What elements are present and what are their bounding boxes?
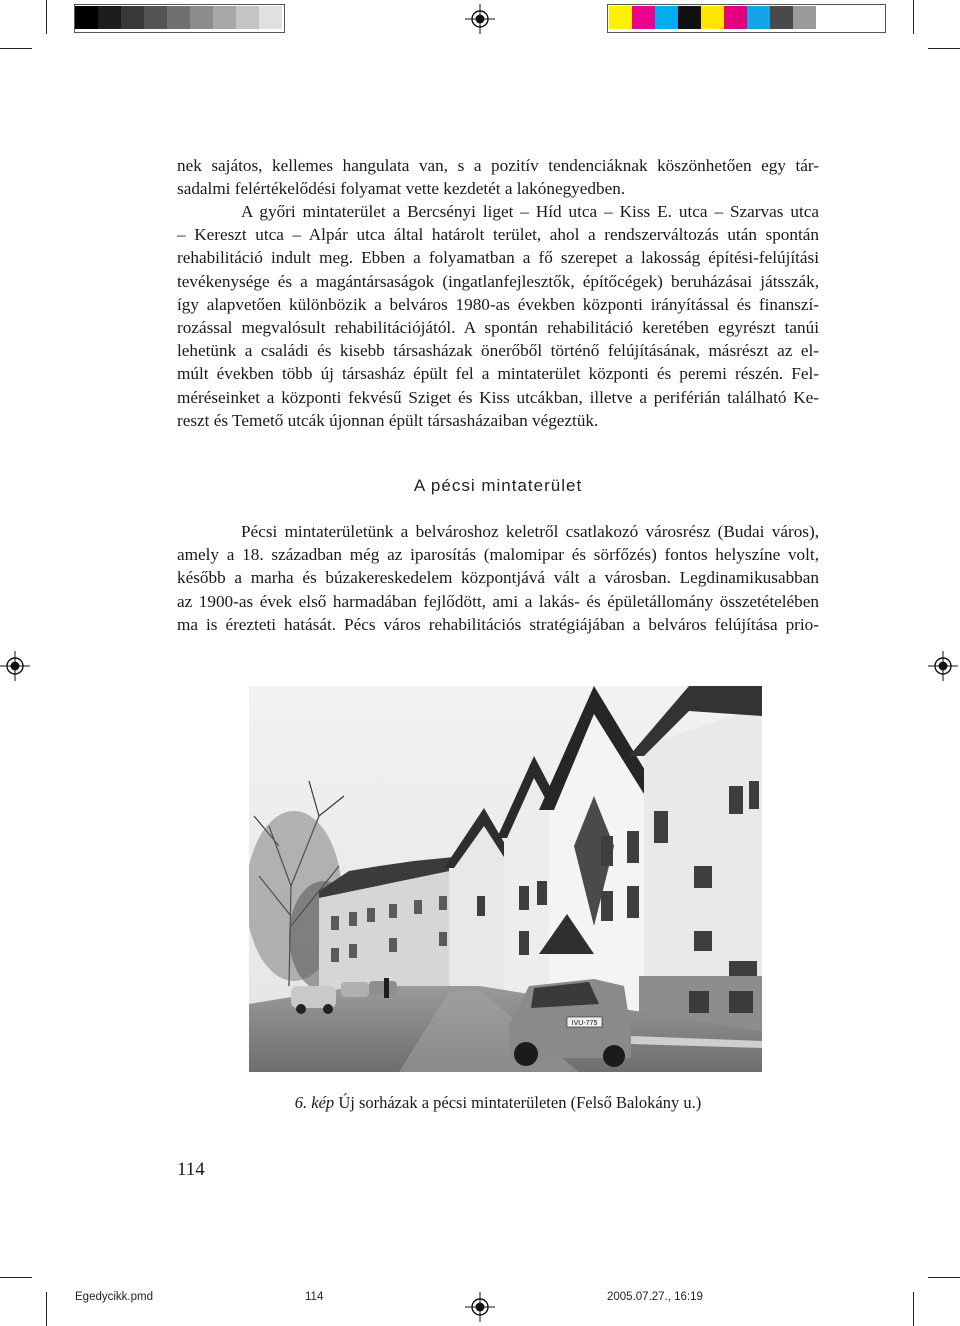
calibration-swatch <box>655 6 678 29</box>
crop-mark <box>46 0 47 34</box>
crop-mark <box>928 1277 960 1278</box>
text-line: sadalmi felértékelődési folyamat vette kezdetét a lakónegyedben. <box>177 179 626 199</box>
text-line: méréseinket a központi fekvésű Sziget és Kiss utcákban, illetve a periférián található Ke- <box>177 387 819 407</box>
calibration-swatch <box>75 6 98 29</box>
figure-caption <box>177 1093 819 1113</box>
street-photo <box>249 686 762 1072</box>
calibration-swatch <box>609 6 632 29</box>
text-line: így alapvetően különbözik a belváros 1980-as években központi irányítással és finanszí- <box>177 294 819 314</box>
text-line: A győri mintaterület a Bercsényi liget – Híd utca – Kiss E. utca – Szarvas utca <box>241 202 819 221</box>
crop-mark <box>913 1292 914 1326</box>
calibration-swatch <box>747 6 770 29</box>
calibration-swatch <box>632 6 655 29</box>
text-line: az 1900-as évek első harmadában fejlődött, ami a lakás- és épületállomány összetételében <box>177 591 819 611</box>
section-heading: A pécsi mintaterület <box>413 476 583 495</box>
slug-filename: Egedycikk.pmd <box>75 1291 153 1303</box>
caption-text: Új sorházak a pécsi mintaterületen (Felső Balokány u.) <box>338 1093 702 1112</box>
registration-mark-icon <box>465 1292 495 1322</box>
registration-mark-icon <box>928 651 958 681</box>
calibration-swatch <box>793 6 816 29</box>
text-line: amely a 18. században még az iparosítás (malomipar és sörfőzés) fontos helyszíne volt, <box>177 545 819 565</box>
text-line: rozással megvalósult rehabilitációjától. A spontán rehabilitáció keretében egyrészt tanúi <box>177 318 819 338</box>
text-line: ma is érezteti hatását. Pécs város rehabilitációs stratégiájában a belváros felújítása prio- <box>177 614 819 634</box>
crop-mark <box>46 1292 47 1326</box>
text-line: rehabilitáció indult meg. Ebben a folyamatban a fő szerepet a lakosság építési-felújítási <box>177 248 819 268</box>
paragraph-3 <box>177 520 819 636</box>
calibration-swatch <box>167 6 190 29</box>
calibration-swatch <box>701 6 724 29</box>
text-line: később a marha és búzakereskedelem központjává vált a városban. Legdinamikusabban <box>177 568 819 588</box>
foreground-car <box>509 979 631 1067</box>
text-line: reszt és Temető utcák újonnan épült társasházaiban végeztük. <box>177 410 599 430</box>
paragraph-2 <box>177 200 819 432</box>
calibration-swatch <box>121 6 144 29</box>
slug-datetime: 2005.07.27., 16:19 <box>607 1291 703 1303</box>
registration-mark-icon <box>0 651 30 681</box>
caption-number: 6. kép <box>294 1093 335 1112</box>
text-line: nek sajátos, kellemes hangulata van, s a pozitív tendenciáknak köszönhetően egy tár- <box>177 156 819 175</box>
paragraph-1 <box>177 154 819 200</box>
text-line: múlt években több új társasház épült fel a mintaterület központi és peremi részén. Fel- <box>177 364 819 384</box>
calibration-swatch <box>259 6 282 29</box>
registration-mark-icon <box>465 4 495 34</box>
calibration-swatch <box>236 6 259 29</box>
text-line: Pécsi mintaterületünk a belvároshoz keletről csatlakozó városrész (Budai város), <box>241 522 819 541</box>
crop-mark <box>928 48 960 49</box>
calibration-swatch <box>770 6 793 29</box>
calibration-swatch <box>724 6 747 29</box>
text-line: tevékenysége és a magántársaságok (ingatlanfejlesztők, építőcégek) beruházásai játsszák, <box>177 271 819 291</box>
calibration-swatch <box>213 6 236 29</box>
slug-page: 114 <box>305 1291 324 1303</box>
license-plate: IVU-775 <box>571 1020 598 1027</box>
text-line: – Kereszt utca – Alpár utca által határolt terület, ahol a rendszerváltozás után spontán <box>177 225 819 245</box>
calibration-swatch <box>98 6 121 29</box>
calibration-swatch <box>144 6 167 29</box>
crop-mark <box>0 48 32 49</box>
text-line: lehetünk a családi és kisebb társasházak önerőből történő felújításának, másrészt az el- <box>177 341 819 361</box>
crop-mark <box>913 0 914 34</box>
page-number: 114 <box>177 1159 205 1180</box>
crop-mark <box>0 1277 32 1278</box>
calibration-swatch <box>678 6 701 29</box>
calibration-swatch <box>190 6 213 29</box>
